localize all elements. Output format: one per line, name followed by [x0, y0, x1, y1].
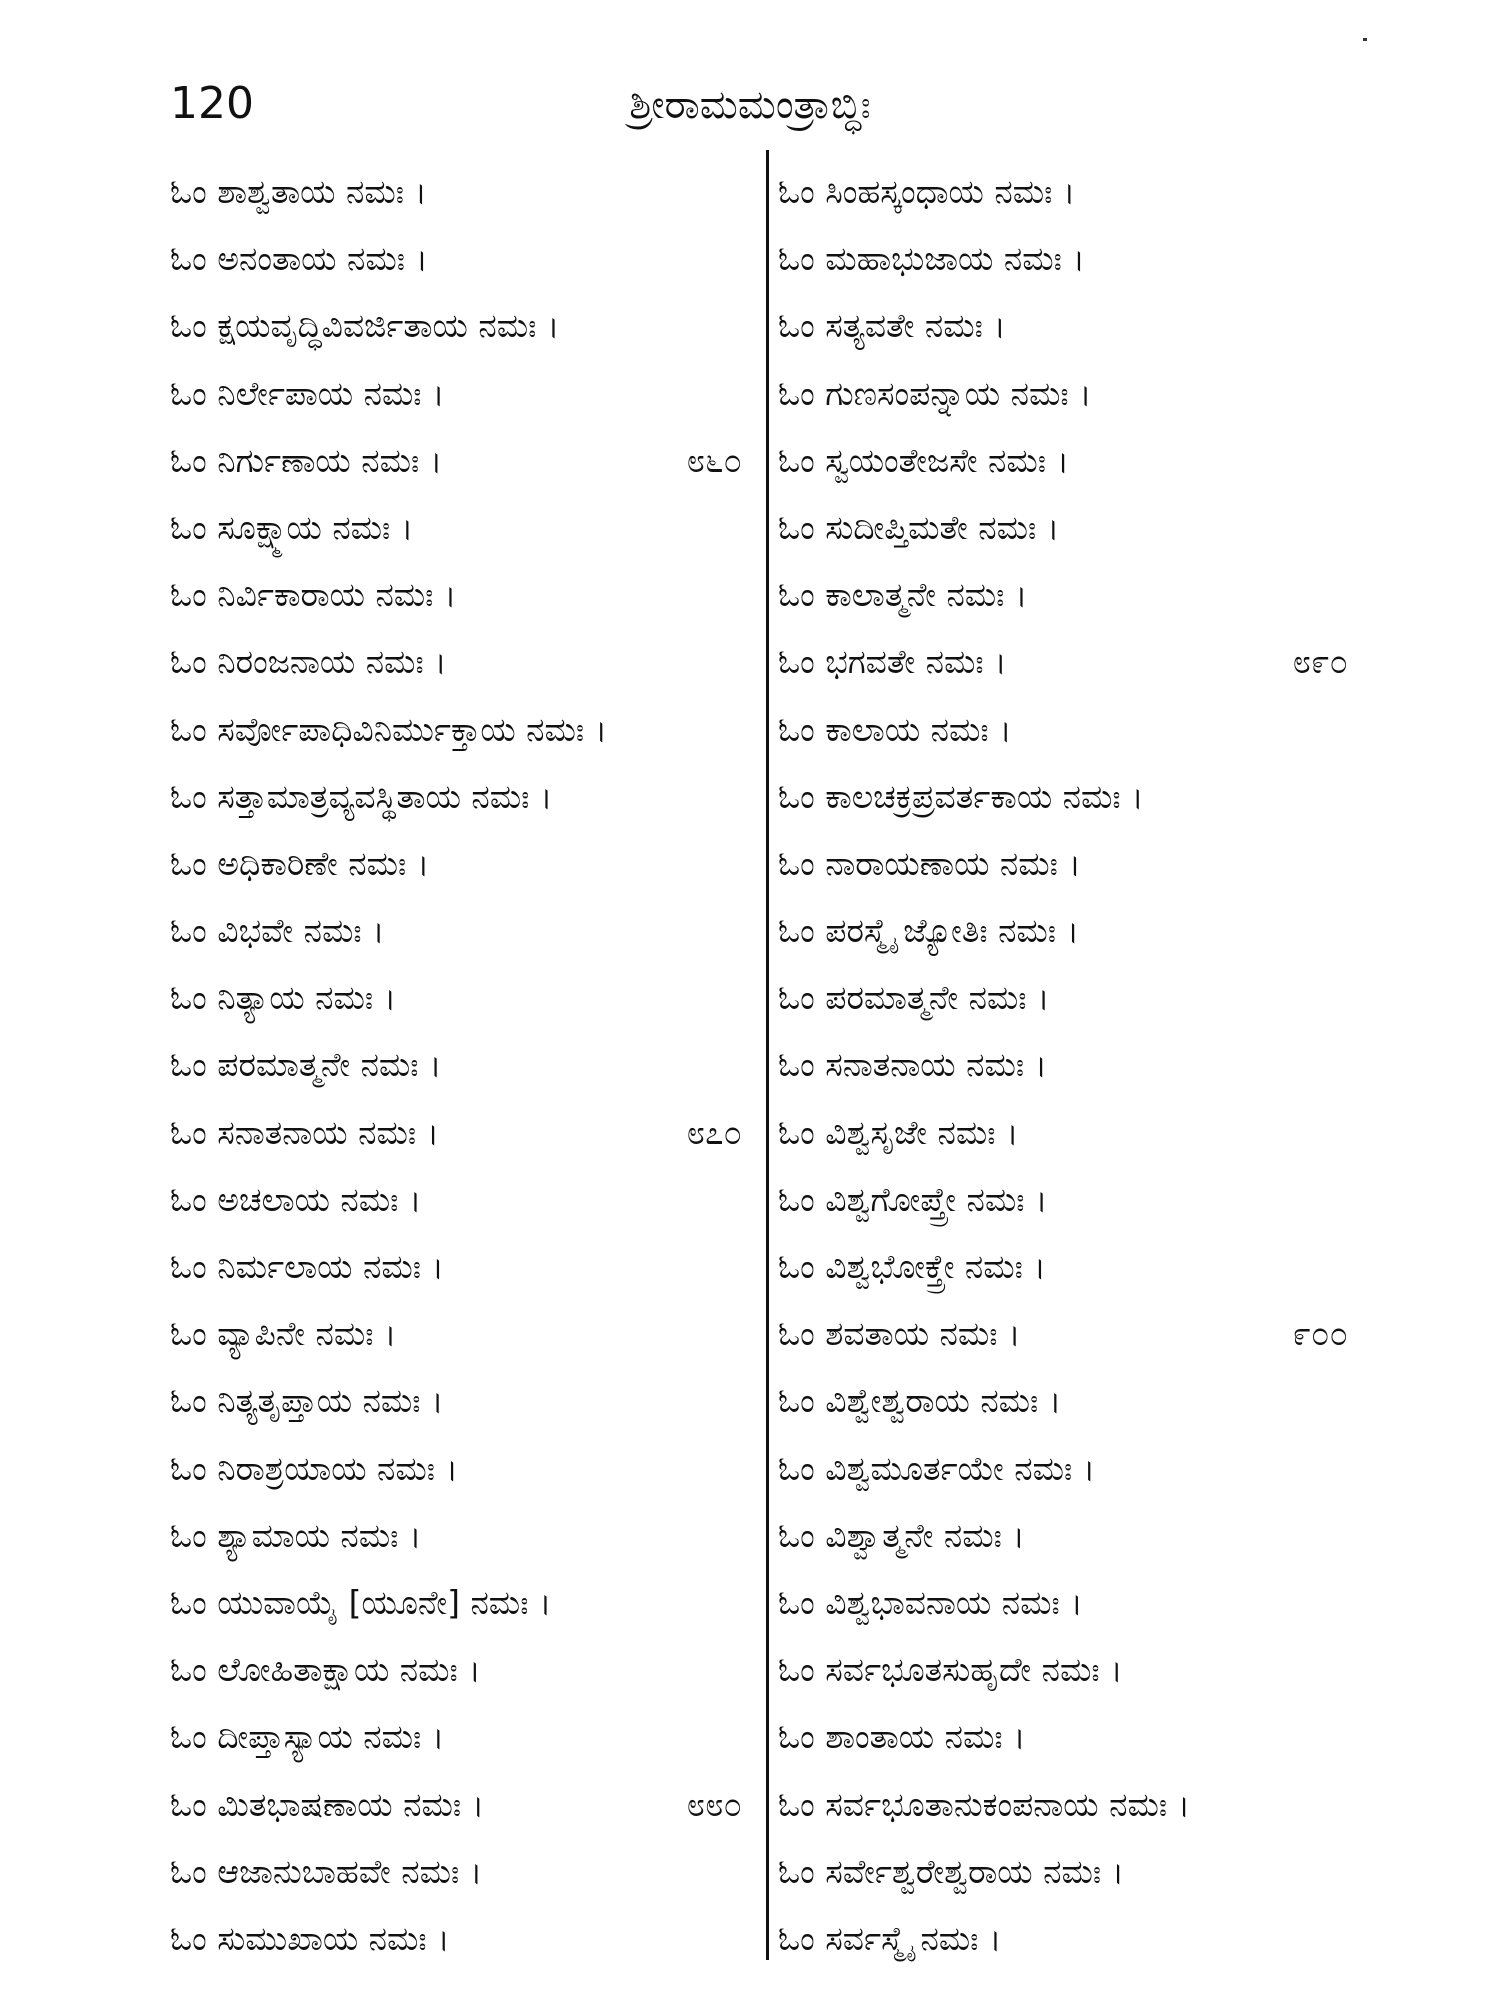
- mantra-text: ಓಂ ಅಚಲಾಯ ನಮಃ ।: [170, 1179, 422, 1219]
- mantra-line: [170, 1703, 750, 1770]
- page-number: 120: [170, 78, 254, 129]
- mantra-text: ಓಂ ದೀಪ್ತಾಸ್ಯಾಯ ನಮಃ ।: [170, 1717, 445, 1757]
- mantra-text: ಓಂ ಪರಸ್ಮೈ ಜ್ಯೋತಿಃ ನಮಃ ।: [778, 911, 1080, 951]
- mantra-line: [778, 1031, 1378, 1098]
- mantra-line: [170, 1435, 750, 1502]
- mantra-text: ಓಂ ಪರಮಾತ್ಮನೇ ನಮಃ ।: [778, 978, 1050, 1018]
- mantra-line: [170, 1031, 750, 1098]
- mantra-line: [778, 1233, 1378, 1300]
- mantra-line: [170, 628, 750, 695]
- mantra-line: [170, 1905, 750, 1972]
- mantra-text: ಓಂ ಶ್ಯಾಮಾಯ ನಮಃ ।: [170, 1515, 422, 1555]
- mantra-line: [778, 494, 1378, 561]
- mantra-line: [170, 1502, 750, 1569]
- mantra-line: [778, 1099, 1378, 1166]
- mantra-text: ಓಂ ಅನಂತಾಯ ನಮಃ ।: [170, 239, 428, 279]
- mantra-text: ಓಂ ಕಾಲಾಯ ನಮಃ ।: [778, 709, 1012, 749]
- verse-number: ೮೬೦: [686, 440, 742, 480]
- mantra-text: ಓಂ ಶಾಂತಾಯ ನಮಃ ।: [778, 1717, 1026, 1757]
- mantra-line: [170, 964, 750, 1031]
- mantra-line: [778, 628, 1378, 695]
- mantra-line: [778, 1367, 1378, 1434]
- mantra-text: ಓಂ ಲೋಹಿತಾಕ್ಷಾಯ ನಮಃ ।: [170, 1650, 481, 1690]
- mantra-line: [778, 763, 1378, 830]
- scan-speck-mark: [1363, 38, 1367, 41]
- mantra-line: [778, 561, 1378, 628]
- running-title: ಶ್ರೀರಾಮಮಂತ್ರಾಬ್ಧಿಃ: [629, 82, 871, 128]
- mantra-line: [778, 1636, 1378, 1703]
- mantra-line: [778, 158, 1378, 225]
- mantra-text: ಓಂ ವಿಶ್ವಭಾವನಾಯ ನಮಃ ।: [778, 1582, 1083, 1622]
- mantra-line: [170, 494, 750, 561]
- mantra-line: [170, 830, 750, 897]
- mantra-line: [170, 1771, 750, 1838]
- mantra-line: [170, 763, 750, 830]
- mantra-text: ಓಂ ವಿಭವೇ ನಮಃ ।: [170, 911, 385, 951]
- mantra-line: [778, 1838, 1378, 1905]
- mantra-text: ಓಂ ವಿಶ್ವಾತ್ಮನೇ ನಮಃ ।: [778, 1515, 1025, 1555]
- mantra-text: ಓಂ ವಿಶ್ವಮೂರ್ತಯೇ ನಮಃ ।: [778, 1448, 1096, 1488]
- mantra-text: ಓಂ ನಿರಾಶ್ರಯಾಯ ನಮಃ ।: [170, 1448, 459, 1488]
- mantra-line: [778, 225, 1378, 292]
- mantra-line: [778, 897, 1378, 964]
- mantra-text: ಓಂ ಯುವಾಯೈ [ಯೂನೇ] ನಮಃ ।: [170, 1582, 552, 1622]
- right-column: [778, 158, 1378, 1972]
- mantra-text: ಓಂ ಪರಮಾತ್ಮನೇ ನಮಃ ।: [170, 1045, 442, 1085]
- verse-number: ೮೮೦: [686, 1784, 742, 1824]
- mantra-text: ಓಂ ಸೂಕ್ಷ್ಮಾಯ ನಮಃ ।: [170, 507, 414, 547]
- mantra-text: ಓಂ ಸರ್ವಸ್ಮೈ ನಮಃ ।: [778, 1918, 1002, 1958]
- mantra-line: [778, 1905, 1378, 1972]
- mantra-text: ಓಂ ನಿರ್ವಿಕಾರಾಯ ನಮಃ ।: [170, 575, 457, 615]
- mantra-text: ಓಂ ಸನಾತನಾಯ ನಮಃ ।: [170, 1112, 440, 1152]
- mantra-text: ಓಂ ವಿಶ್ವಸೃಜೇ ನಮಃ ।: [778, 1112, 1019, 1152]
- mantra-line: [170, 360, 750, 427]
- mantra-line: [170, 897, 750, 964]
- mantra-line: [170, 225, 750, 292]
- mantra-text: ಓಂ ಸಿಂಹಸ್ಕಂಧಾಯ ನಮಃ ।: [778, 172, 1076, 211]
- mantra-text: ಓಂ ಕ್ಷಯವೃದ್ಧಿವಿವರ್ಜಿತಾಯ ನಮಃ ।: [170, 306, 560, 346]
- mantra-line: [170, 1367, 750, 1434]
- verse-number: ೯೦೦: [1292, 1314, 1348, 1354]
- mantra-text: ಓಂ ಶಾಶ್ವತಾಯ ನಮಃ ।: [170, 172, 427, 211]
- mantra-text: ಓಂ ವಿಶ್ವೇಶ್ವರಾಯ ನಮಃ ।: [778, 1381, 1062, 1421]
- mantra-line: [778, 1569, 1378, 1636]
- mantra-line: [778, 1771, 1378, 1838]
- mantra-line: [170, 561, 750, 628]
- mantra-line: [778, 1300, 1378, 1367]
- mantra-line: [778, 696, 1378, 763]
- mantra-text: ಓಂ ಕಾಲಾತ್ಮನೇ ನಮಃ ।: [778, 575, 1028, 615]
- mantra-line: [170, 1099, 750, 1166]
- mantra-text: ಓಂ ಕಾಲಚಕ್ರಪ್ರವರ್ತಕಾಯ ನಮಃ ।: [778, 776, 1144, 816]
- mantra-text: ಓಂ ನಿರ್ಗುಣಾಯ ನಮಃ ।: [170, 440, 443, 480]
- mantra-line: [170, 1233, 750, 1300]
- mantra-text: ಓಂ ಮಿತಭಾಷಣಾಯ ನಮಃ ।: [170, 1784, 485, 1824]
- mantra-text: ಓಂ ಸರ್ವೇಶ್ವರೇಶ್ವರಾಯ ನಮಃ ।: [778, 1851, 1125, 1891]
- mantra-line: [170, 1838, 750, 1905]
- verse-number: ೮೯೦: [1292, 642, 1348, 682]
- mantra-line: [778, 1435, 1378, 1502]
- mantra-line: [778, 360, 1378, 427]
- mantra-text: ಓಂ ಆಜಾನುಬಾಹವೇ ನಮಃ ।: [170, 1851, 483, 1891]
- mantra-text: ಓಂ ಸತ್ಯವತೇ ನಮಃ ।: [778, 306, 1006, 346]
- mantra-text: ಓಂ ನಿರ್ಮಲಾಯ ನಮಃ ।: [170, 1247, 444, 1286]
- mantra-text: ಓಂ ಭಗವತೇ ನಮಃ ।: [778, 642, 1007, 682]
- mantra-line: [778, 1703, 1378, 1770]
- mantra-text: ಓಂ ಅಧಿಕಾರಿಣೇ ನಮಃ ।: [170, 843, 430, 883]
- mantra-text: ಓಂ ಸನಾತನಾಯ ನಮಃ ।: [778, 1045, 1048, 1085]
- mantra-line: [778, 427, 1378, 494]
- left-column: [170, 158, 750, 1972]
- mantra-text: ಓಂ ನಿತ್ಯತೃಪ್ತಾಯ ನಮಃ ।: [170, 1381, 444, 1421]
- column-divider: [766, 150, 769, 1960]
- mantra-text: ಓಂ ಸರ್ವೋಪಾಧಿವಿನಿರ್ಮುಕ್ತಾಯ ನಮಃ ।: [170, 709, 608, 749]
- mantra-text: ಓಂ ಸರ್ವಭೂತಸುಹೃದೇ ನಮಃ ।: [778, 1650, 1123, 1690]
- mantra-line: [170, 1636, 750, 1703]
- mantra-text: ಓಂ ಸುಮುಖಾಯ ನಮಃ ।: [170, 1918, 450, 1958]
- mantra-line: [170, 1569, 750, 1636]
- mantra-line: [778, 292, 1378, 359]
- mantra-line: [170, 1300, 750, 1367]
- mantra-line: [778, 1502, 1378, 1569]
- mantra-line: [170, 427, 750, 494]
- mantra-line: [170, 1166, 750, 1233]
- mantra-line: [170, 158, 750, 225]
- mantra-text: ಓಂ ವಿಶ್ವಭೋಕ್ತ್ರೇ ನಮಃ ।: [778, 1247, 1046, 1286]
- mantra-text: ಓಂ ಮಹಾಭುಜಾಯ ನಮಃ ।: [778, 239, 1085, 279]
- mantra-text: ಓಂ ವ್ಯಾಪಿನೇ ನಮಃ ।: [170, 1314, 397, 1354]
- mantra-text: ಓಂ ಸತ್ತಾಮಾತ್ರವ್ಯವಸ್ಥಿತಾಯ ನಮಃ ।: [170, 776, 553, 816]
- mantra-line: [778, 964, 1378, 1031]
- mantra-line: [778, 1166, 1378, 1233]
- mantra-text: ಓಂ ಸರ್ವಭೂತಾನುಕಂಪನಾಯ ನಮಃ ।: [778, 1784, 1191, 1824]
- mantra-text: ಓಂ ನಿತ್ಯಾಯ ನಮಃ ।: [170, 978, 397, 1018]
- mantra-line: [170, 292, 750, 359]
- mantra-text: ಓಂ ವಿಶ್ವಗೋಪ್ತ್ರೇ ನಮಃ ।: [778, 1179, 1048, 1219]
- mantra-text: ಓಂ ನಿರ್ಲೇಪಾಯ ನಮಃ ।: [170, 373, 445, 413]
- mantra-line: [170, 696, 750, 763]
- mantra-text: ಓಂ ನಿರಂಜನಾಯ ನಮಃ ।: [170, 642, 447, 682]
- mantra-text: ಓಂ ನಾರಾಯಣಾಯ ನಮಃ ।: [778, 843, 1081, 883]
- verse-number: ೮೭೦: [686, 1112, 742, 1152]
- mantra-text: ಓಂ ಸುದೀಪ್ತಿಮತೇ ನಮಃ ।: [778, 507, 1060, 547]
- mantra-line: [778, 830, 1378, 897]
- mantra-text: ಓಂ ಗುಣಸಂಪನ್ನಾಯ ನಮಃ ।: [778, 373, 1092, 413]
- mantra-text: ಓಂ ಶವತಾಯ ನಮಃ ।: [778, 1314, 1021, 1354]
- mantra-text: ಓಂ ಸ್ವಯಂತೇಜಸೇ ನಮಃ ।: [778, 440, 1069, 480]
